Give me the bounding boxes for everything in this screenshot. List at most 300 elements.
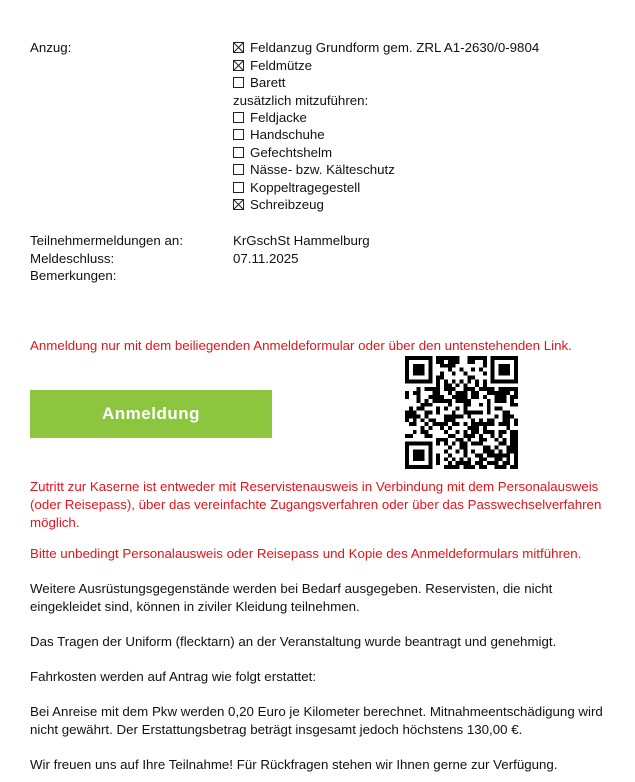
qr-module [460,457,464,461]
qr-module [502,422,506,426]
qr-module [460,442,464,446]
qr-module [448,426,452,430]
qr-module [436,383,440,387]
qr-code-icon[interactable] [405,356,518,469]
qr-module [413,372,417,376]
qr-module [413,411,417,415]
qr-module [417,364,421,368]
qr-module [502,411,506,415]
qr-module [495,453,499,457]
checkbox[interactable] [233,164,244,175]
qr-module [417,391,421,395]
qr-module [483,395,487,399]
qr-module [436,457,440,461]
qr-module [452,379,456,383]
qr-module [405,368,409,372]
qr-module [424,422,428,426]
qr-module [409,379,413,383]
qr-module [514,379,518,383]
qr-module [483,450,487,454]
qr-module [417,356,421,360]
qr-module [444,399,448,403]
qr-module [467,375,471,379]
qr-module [471,442,475,446]
qr-module [460,391,464,395]
qr-module [471,430,475,434]
checkbox-label: Barett [250,75,286,90]
qr-module [483,360,487,364]
qr-module [495,457,499,461]
qr-module [452,395,456,399]
qr-module [436,407,440,411]
qr-module [448,453,452,457]
qr-module [475,442,479,446]
meldeschluss-value: 07.11.2025 [233,251,299,266]
qr-module [502,379,506,383]
checkbox-label: Handschuhe [250,127,325,142]
qr-module [440,375,444,379]
qr-module [514,372,518,376]
qr-module [436,360,440,364]
qr-module [467,411,471,415]
qr-module [428,434,432,438]
qr-module [436,387,440,391]
checkbox-label: Gefechtshelm [250,145,333,160]
qr-module [467,379,471,383]
qr-module [405,414,409,418]
qr-module [417,387,421,391]
checkbox[interactable] [233,60,244,71]
qr-module [471,395,475,399]
qr-module [421,465,425,469]
qr-module [463,453,467,457]
qr-module [405,418,409,422]
checkbox-row-handschuhe[interactable] [233,126,325,143]
checkbox-row-gefechtshelm[interactable] [233,144,332,161]
qr-module [487,387,491,391]
checkbox[interactable] [233,77,244,88]
qr-module [432,391,436,395]
qr-module [432,395,436,399]
qr-module [510,442,514,446]
qr-module [514,368,518,372]
qr-module [436,379,440,383]
qr-module [413,414,417,418]
qr-module [460,438,464,442]
qr-module [499,453,503,457]
qr-module [405,360,409,364]
qr-module [495,461,499,465]
checkbox-label: Feldanzug Grundform gem. ZRL A1-2630/0-9804 [250,40,540,55]
qr-module [487,399,491,403]
checkbox[interactable] [233,182,244,193]
qr-module [456,438,460,442]
qr-module [436,422,440,426]
qr-module [421,407,425,411]
qr-module [463,407,467,411]
qr-module [487,407,491,411]
qr-module [483,430,487,434]
qr-module [405,434,409,438]
qr-module [491,450,495,454]
qr-module [491,375,495,379]
qr-module [495,438,499,442]
qr-module [475,391,479,395]
checkbox[interactable] [233,42,244,53]
qr-module [463,430,467,434]
qr-module [471,418,475,422]
qr-module [506,446,510,450]
qr-module [479,465,483,469]
qr-module [506,457,510,461]
qr-module [436,461,440,465]
qr-module [499,442,503,446]
qr-module [436,442,440,446]
qr-module [491,356,495,360]
qr-module [440,438,444,442]
qr-module [506,450,510,454]
qr-module [471,387,475,391]
qr-module [514,360,518,364]
qr-module [417,399,421,403]
qr-module [452,360,456,364]
checkbox-row-barett[interactable] [233,74,285,91]
qr-module [471,391,475,395]
qr-module [424,430,428,434]
qr-module [444,438,448,442]
qr-module [502,465,506,469]
qr-module [444,414,448,418]
qr-module [510,379,514,383]
checkbox[interactable] [233,199,244,210]
qr-module [463,422,467,426]
qr-module [471,450,475,454]
qr-module [417,442,421,446]
qr-module [417,457,421,461]
qr-module [467,414,471,418]
qr-module [452,442,456,446]
qr-module [502,418,506,422]
qr-module [471,360,475,364]
qr-module [495,399,499,403]
qr-module [475,430,479,434]
qr-module [452,465,456,469]
qr-module [479,434,483,438]
qr-module [499,434,503,438]
qr-module [514,430,518,434]
qr-module [428,403,432,407]
qr-module [475,379,479,383]
qr-module [452,387,456,391]
qr-module [452,364,456,368]
qr-module [495,465,499,469]
qr-module [479,356,483,360]
qr-module [514,375,518,379]
checkbox-row-feldanzug[interactable] [233,39,539,56]
qr-module [499,368,503,372]
qr-module [440,395,444,399]
qr-module [487,391,491,395]
qr-module [514,465,518,469]
qr-module [421,403,425,407]
qr-module [428,356,432,360]
qr-module [428,411,432,415]
qr-module [421,368,425,372]
qr-module [506,368,510,372]
qr-module [421,457,425,461]
qr-module [514,403,518,407]
qr-module [463,403,467,407]
qr-module [467,387,471,391]
qr-module [463,446,467,450]
qr-module [413,418,417,422]
qr-module [444,430,448,434]
qr-module [405,395,409,399]
anmeldung-button[interactable]: Anmeldung [30,390,272,438]
qr-module [421,430,425,434]
qr-module [413,368,417,372]
qr-module [440,356,444,360]
uniform-paragraph: Das Tragen der Uniform (flecktarn) an der Veranstaltung wurde beantragt und genehmigt. [30,634,557,649]
qr-module [510,430,514,434]
qr-module [413,379,417,383]
qr-module [444,450,448,454]
qr-module [448,446,452,450]
qr-module [502,414,506,418]
qr-module [471,434,475,438]
qr-module [463,387,467,391]
qr-module [483,372,487,376]
qr-module [487,461,491,465]
qr-module [428,387,432,391]
qr-module [499,387,503,391]
qr-module [456,391,460,395]
qr-module [460,461,464,465]
qr-module [491,368,495,372]
qr-module [510,438,514,442]
qr-module [475,461,479,465]
qr-module [405,391,409,395]
qr-module [483,379,487,383]
qr-module [460,399,464,403]
qr-module [436,411,440,415]
qr-module [421,364,425,368]
qr-module [514,395,518,399]
qr-module [491,418,495,422]
checkbox[interactable] [233,112,244,123]
qr-module [514,461,518,465]
qr-module [460,368,464,372]
qr-module [499,372,503,376]
qr-module [409,434,413,438]
qr-module [502,438,506,442]
qr-module [510,356,514,360]
qr-module [405,372,409,376]
qr-module [491,360,495,364]
qr-module [510,465,514,469]
qr-module [421,356,425,360]
qr-module [491,387,495,391]
qr-module [471,422,475,426]
qr-module [499,399,503,403]
checkbox-label: Nässe- bzw. Kälteschutz [250,162,395,177]
qr-module [502,399,506,403]
qr-module [479,442,483,446]
qr-module [475,395,479,399]
qr-module [475,426,479,430]
checkbox-row-feldjacke[interactable] [233,109,307,126]
qr-module [483,438,487,442]
qr-module [491,434,495,438]
qr-module [448,414,452,418]
qr-module [479,453,483,457]
qr-module [444,364,448,368]
qr-module [413,457,417,461]
qr-module [405,375,409,379]
qr-module [499,430,503,434]
qr-module [475,411,479,415]
qr-module [506,414,510,418]
qr-module [448,360,452,364]
qr-module [463,383,467,387]
qr-module [479,457,483,461]
qr-module [456,450,460,454]
qr-module [421,442,425,446]
qr-module [428,442,432,446]
qr-module [409,411,413,415]
checkbox-row-naesseschutz[interactable] [233,161,395,178]
qr-module [471,356,475,360]
qr-module [424,414,428,418]
qr-module [409,422,413,426]
qr-module [463,372,467,376]
qr-module [405,446,409,450]
qr-module [421,372,425,376]
qr-module [409,414,413,418]
qr-module [436,391,440,395]
qr-module [502,372,506,376]
qr-module [405,379,409,383]
qr-module [417,453,421,457]
qr-module [506,372,510,376]
qr-module [409,442,413,446]
qr-module [506,453,510,457]
qr-module [491,364,495,368]
qr-module [499,395,503,399]
qr-module [444,465,448,469]
qr-module [506,426,510,430]
checkbox[interactable] [233,129,244,140]
qr-module [436,375,440,379]
qr-module [405,450,409,454]
qr-module [471,465,475,469]
qr-module [491,379,495,383]
qr-module [444,383,448,387]
qr-module [479,411,483,415]
qr-module [514,422,518,426]
qr-module [471,411,475,415]
qr-module [424,465,428,469]
checkbox-label: Schreibzeug [250,197,324,212]
qr-module [405,442,409,446]
qr-module [467,356,471,360]
qr-module [487,430,491,434]
checkbox-row-koppeltragegestell[interactable] [233,179,360,196]
qr-module [436,356,440,360]
qr-module [448,434,452,438]
qr-module [483,364,487,368]
qr-module [456,360,460,364]
qr-module [444,418,448,422]
qr-module [471,368,475,372]
qr-module [487,450,491,454]
qr-module [506,461,510,465]
qr-module [463,465,467,469]
qr-module [483,356,487,360]
qr-module [421,450,425,454]
qr-module [510,395,514,399]
meldeschluss-label: Meldeschluss: [30,251,115,266]
qr-module [487,418,491,422]
checkbox[interactable] [233,147,244,158]
qr-module [483,446,487,450]
qr-module [413,364,417,368]
qr-module [506,418,510,422]
qr-module [483,422,487,426]
qr-module [506,387,510,391]
qr-module [424,411,428,415]
qr-module [483,387,487,391]
qr-module [467,403,471,407]
qr-module [413,442,417,446]
qr-module [483,457,487,461]
qr-module [460,446,464,450]
qr-module [428,375,432,379]
qr-module [456,465,460,469]
qr-module [514,442,518,446]
checkbox-row-schreibzeug[interactable] [233,196,324,213]
qr-module [424,434,428,438]
qr-module [479,368,483,372]
qr-module [506,422,510,426]
qr-module [514,438,518,442]
qr-module [428,372,432,376]
qr-module [456,383,460,387]
qr-module [409,407,413,411]
qr-module [448,461,452,465]
qr-module [448,356,452,360]
qr-module [510,434,514,438]
checkbox-label: Feldjacke [250,110,307,125]
zutritt-paragraph: Zutritt zur Kaserne ist entweder mit Reservistenausweis in Verbindung mit dem Personalausweis (oder Reisepass), über das vereinfachte Zugangsverfahren oder über das Passwechselverfahren möglich. [30,479,602,530]
qr-module [444,379,448,383]
qr-module [444,407,448,411]
qr-module [479,387,483,391]
qr-module [491,453,495,457]
qr-module [475,453,479,457]
freuen-paragraph: Wir freuen uns auf Ihre Teilnahme! Für Rückfragen stehen wir Ihnen gerne zur Verfügung. [30,757,558,772]
qr-module [506,356,510,360]
qr-module [502,364,506,368]
qr-module [417,450,421,454]
qr-module [475,422,479,426]
qr-module [479,422,483,426]
qr-module [417,372,421,376]
qr-module [491,391,495,395]
qr-module [428,360,432,364]
qr-module [417,379,421,383]
checkbox-row-feldmuetze[interactable] [233,57,312,74]
